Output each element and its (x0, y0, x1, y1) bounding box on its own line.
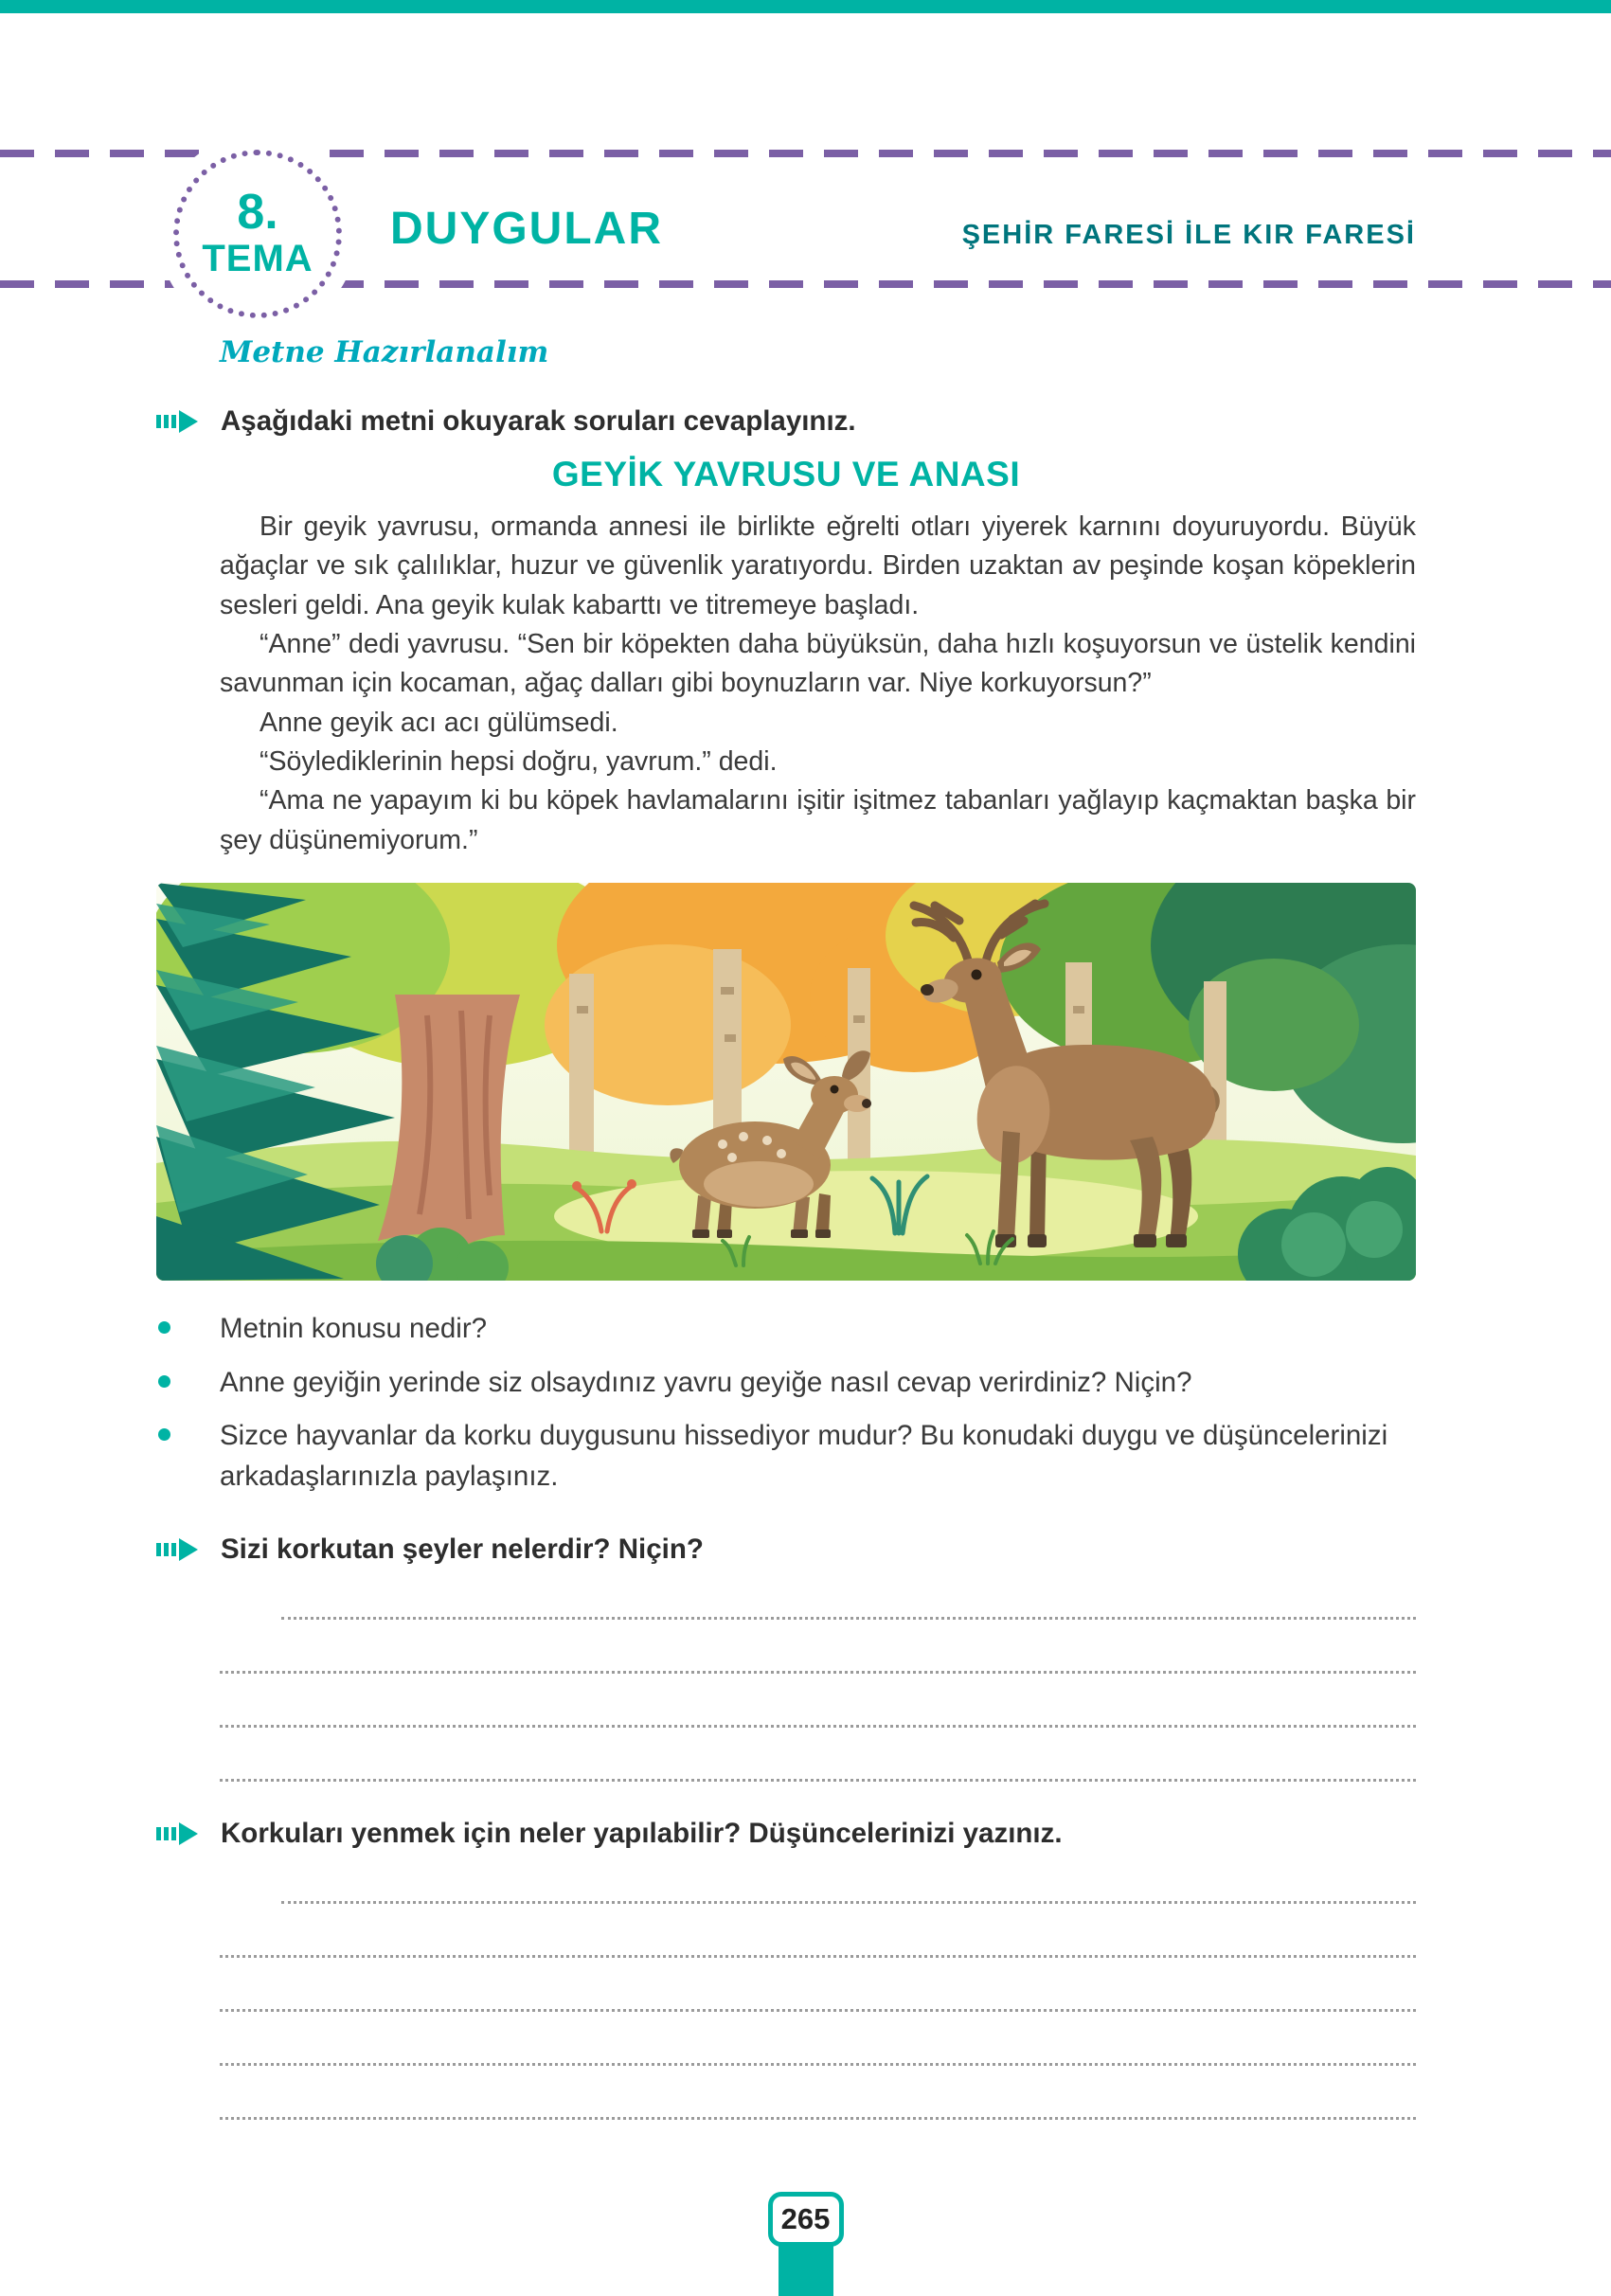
instruction-row (156, 405, 1416, 438)
story-paragraph: “Ama ne yapayım ki bu köpek havlamalarını işitir işitmez tabanları yağlayıp kaçmaktan başka bir şey düşünemiyorum.” (220, 785, 1416, 855)
question-item (156, 1416, 1416, 1498)
bullet-icon (158, 1321, 170, 1334)
story-paragraph: “Söylediklerinin hepsi doğru, yavrum.” dedi. (260, 745, 778, 777)
chapter-title: ŞEHİR FARESİ İLE KIR FARESİ (961, 220, 1416, 250)
answer-lines (220, 1850, 1416, 2120)
page-content (156, 322, 1416, 2120)
question-text: Sizce hayvanlar da korku duygusunu hissediyor mudur? Bu konudaki duygu ve düşüncelerinizi arkadaşlarınızla paylaşınız. (220, 1420, 1388, 1493)
writing-prompt-1 (156, 1534, 1416, 1782)
tema-label: TEMA (202, 238, 313, 279)
writing-line (220, 1674, 1416, 1728)
section-subtitle: Metne Hazırlanalım (220, 335, 549, 369)
question-text: Anne geyiğin yerinde siz olsaydınız yavru geyiğe nasıl cevap verirdiniz? Niçin? (220, 1366, 1192, 1398)
page-number-tab (768, 2192, 844, 2247)
writing-prompt-2 (156, 1818, 1416, 2120)
writing-line (220, 2012, 1416, 2066)
writing-line (281, 1850, 1416, 1904)
top-accent-bar (0, 0, 1611, 13)
question-text: Metnin konusu nedir? (220, 1312, 488, 1344)
question-item (156, 1363, 1416, 1404)
writing-line (220, 1620, 1416, 1674)
unit-title: DUYGULAR (390, 204, 663, 254)
prompt-text: Korkuları yenmek için neler yapılabilir? Düşüncelerinizi yazınız. (221, 1817, 1063, 1849)
writing-line (220, 1958, 1416, 2012)
answer-lines (220, 1566, 1416, 1782)
bullet-icon (158, 1375, 170, 1388)
arrow-bullet-icon (156, 1821, 200, 1846)
question-item (156, 1309, 1416, 1350)
story-title: GEYİK YAVRUSU VE ANASI (551, 455, 1021, 493)
story-text (220, 508, 1416, 860)
story-illustration (156, 883, 1416, 1281)
tema-badge (173, 150, 342, 318)
writing-line (281, 1566, 1416, 1620)
writing-line (220, 2066, 1416, 2120)
writing-line (220, 1728, 1416, 1782)
instruction-text: Aşağıdaki metni okuyarak soruları cevaplayınız. (221, 405, 856, 437)
prompt-text: Sizi korkutan şeyler nelerdir? Niçin? (221, 1533, 704, 1565)
story-paragraph: Anne geyik acı acı gülümsedi. (260, 707, 618, 738)
question-list (156, 1309, 1416, 1498)
bullet-icon (158, 1428, 170, 1441)
story-paragraph: “Anne” dedi yavrusu. “Sen bir köpekten daha büyüksün, daha hızlı koşuyorsun ve üstelik kendini savunman için kocaman, ağaç dalları gibi boynuzların var. Niye korkuyorsun?” (220, 628, 1416, 699)
tema-number: 8. (237, 185, 278, 240)
page-number: 265 (780, 2202, 831, 2235)
prompt-row (156, 1534, 1416, 1566)
story-paragraph: Bir geyik yavrusu, ormanda annesi ile birlikte eğrelti otları yiyerek karnını doyuruyordu. Büyük ağaçlar ve sık çalılıklar, huzur ve güvenlik yaratıyordu. Birden uzaktan av peşinde koşan köpeklerin sesleri geldi. Ana geyik kulak kabarttı ve titremeye başladı. (220, 511, 1416, 620)
forest-deer-scene (156, 883, 1416, 1281)
writing-line (220, 1904, 1416, 1958)
prompt-row (156, 1818, 1416, 1850)
footer-accent-strip (779, 2243, 833, 2296)
arrow-bullet-icon (156, 1537, 200, 1562)
arrow-bullet-icon (156, 409, 200, 434)
